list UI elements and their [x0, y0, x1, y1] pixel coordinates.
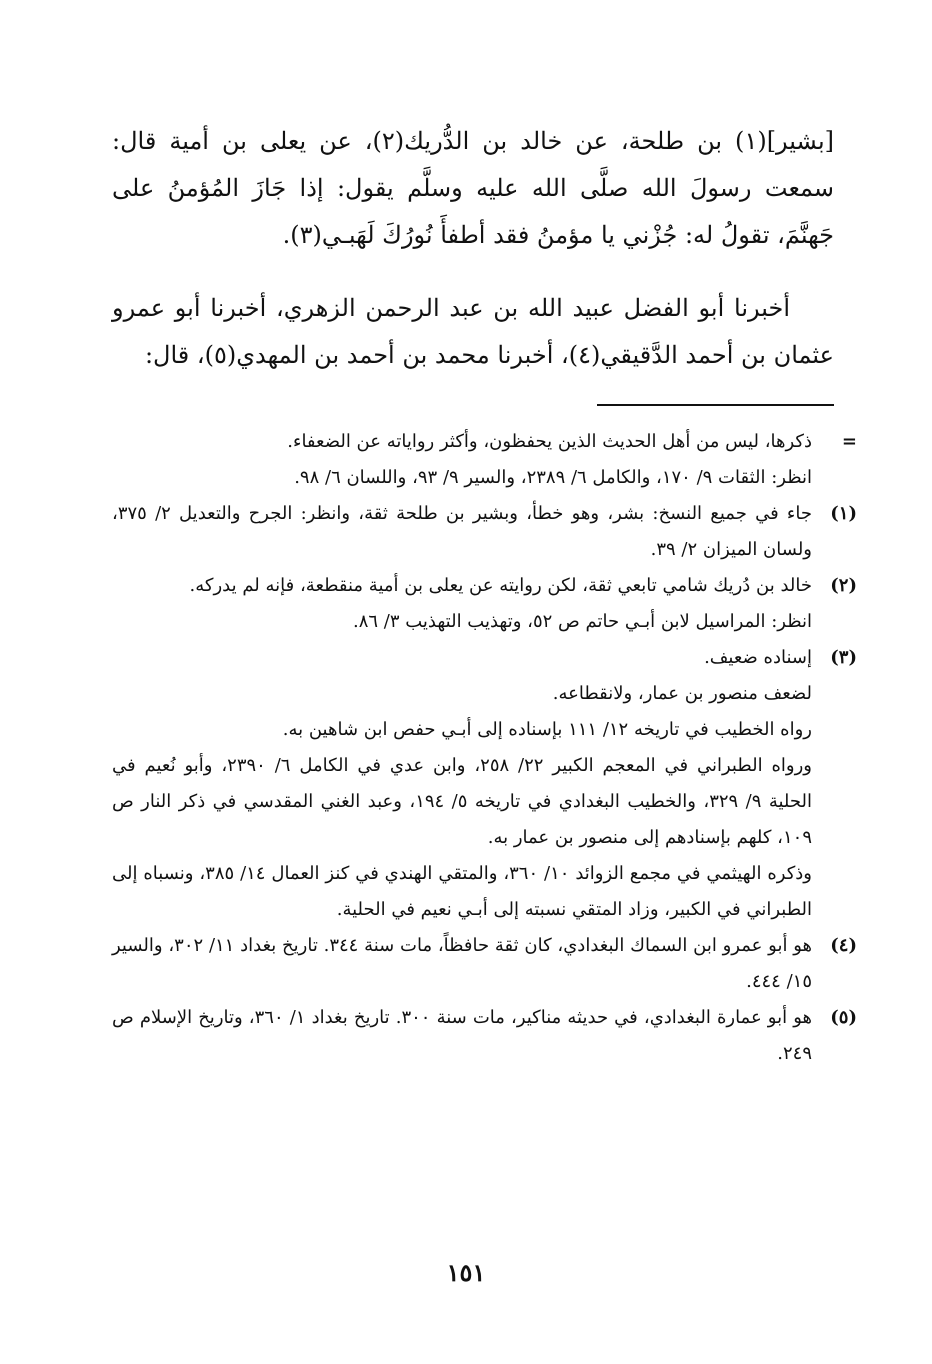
footnote-text [112, 928, 812, 1000]
footnote-1 [112, 496, 857, 568]
main-text [112, 118, 834, 379]
footnote-line: إسناده ضعيف. [704, 647, 812, 668]
footnote-line: انظر: الثقات ٩/ ١٧٠، والكامل ٦/ ٢٣٨٩، والسير ٩/ ٩٣، واللسان ٦/ ٩٨. [294, 467, 812, 488]
footnote-line: رواه الخطيب في تاريخه ١٢/ ١١١ بإسناده إلى أبـي حفص ابن شاهين به. [282, 719, 812, 740]
main-paragraph-2: أخبرنا أبو الفضل عبيد الله بن عبد الرحمن الزهري، أخبرنا أبو عمرو عثمان بن أحمد الدَّقيقي(٤)، أخبرنا محمد بن أحمد بن المهدي(٥)، قال: [112, 294, 834, 369]
footnote-5 [112, 1000, 857, 1072]
footnote-text [112, 424, 812, 496]
footnote-line: هو أبو عمرو ابن السماك البغدادي، كان ثقة حافظاً، مات سنة ٣٤٤. تاريخ بغداد ١١/ ٣٠٢، والسير ١٥/ ٤٤٤. [112, 935, 812, 992]
footnote-line: انظر: المراسيل لابن أبـي حاتم ص ٥٢، وتهذيب التهذيب ٣/ ٨٦. [352, 611, 812, 632]
footnote-3 [112, 640, 857, 928]
page-number: ١٥١ [446, 1258, 486, 1287]
footnote-marker: (٤) [830, 935, 857, 956]
footnote-2 [112, 568, 857, 640]
footnote-marker: (٣) [830, 647, 857, 668]
footnote-continuation [112, 424, 857, 496]
footnote-text [112, 1000, 812, 1072]
footnote-text [112, 640, 812, 928]
footnotes [112, 424, 857, 1072]
footnote-line: هو أبو عمارة البغدادي، في حديثه مناكير، مات سنة ٣٠٠. تاريخ بغداد ١/ ٣٦٠، وتاريخ الإسلام ص ٢٤٩. [112, 1007, 812, 1064]
footnote-marker: (١) [830, 503, 857, 524]
footnote-line: ذكرها، ليس من أهل الحديث الذين يحفظون، وأكثر رواياته عن الضعفاء. [287, 431, 812, 452]
footnote-marker: (٢) [830, 575, 857, 596]
footnote-line: جاء في جميع النسخ: بشر، وهو خطأ، وبشير بن طلحة ثقة، وانظر: الجرح والتعديل ٢/ ٣٧٥، ولسان الميزان ٢/ ٣٩. [112, 503, 812, 560]
footnote-text [112, 496, 812, 568]
footnote-separator [597, 404, 834, 406]
footnote-marker: (٥) [830, 1007, 857, 1028]
footnote-line: وذكره الهيثمي في مجمع الزوائد ١٠/ ٣٦٠، والمتقي الهندي في كنز العمال ١٤/ ٣٨٥، ونسباه إلى الطبراني في الكبير، وزاد المتقي نسبته إلى أبـي نعيم في الحلية. [112, 863, 812, 920]
footnote-marker: = [841, 431, 857, 452]
footnote-line: ورواه الطبراني في المعجم الكبير ٢٢/ ٢٥٨، وابن عدي في الكامل ٦/ ٢٣٩٠، وأبو نُعيم في الحلية ٩/ ٣٢٩، والخطيب البغدادي في تاريخه ٥/ ١٩٤، وعبد الغني المقدسي في ذكر النار ص ١٠٩، كلهم بإسنادهم إلى منصور بن عمار به. [112, 755, 812, 848]
main-paragraph-1: [بشير](١) بن طلحة، عن خالد بن الدُّريك(٢)، عن يعلى بن أمية قال: سمعت رسولَ الله صلَّى الله عليه وسلَّم يقول: إذا جَازَ المُؤمنُ على جَهنَّمَ، تقولُ له: جُزْني يا مؤمنُ فقد أطفأَ نُورُكَ لَهَبـي(٣). [112, 127, 835, 249]
footnote-line: خالد بن دُريك شامي تابعي ثقة، لكن روايته عن يعلى بن أمية منقطعة، فإنه لم يدركه. [189, 575, 812, 596]
footnote-line: لضعف منصور بن عمار، ولانقطاعه. [552, 683, 812, 704]
footnote-text [112, 568, 812, 640]
footnote-4 [112, 928, 857, 1000]
